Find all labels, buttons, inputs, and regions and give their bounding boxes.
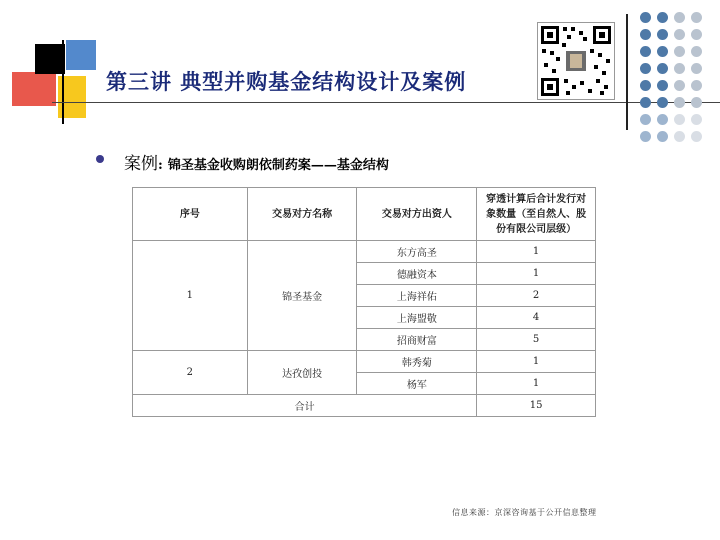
header-investor: 交易对方出资人 xyxy=(357,188,477,241)
deal-structure-table xyxy=(132,187,596,417)
group-index: 2 xyxy=(133,351,248,395)
table-header-row xyxy=(133,188,596,241)
decor-dot xyxy=(691,80,702,91)
title-underline xyxy=(52,102,720,103)
investor-name: 德融资本 xyxy=(357,263,477,285)
investor-count: 1 xyxy=(477,373,596,395)
investor-count: 5 xyxy=(477,329,596,351)
decor-dot xyxy=(640,46,651,57)
decor-dot xyxy=(691,29,702,40)
table-row xyxy=(133,241,596,263)
decor-dot xyxy=(640,131,651,142)
investor-count: 1 xyxy=(477,351,596,373)
group-index: 1 xyxy=(133,241,248,351)
investor-name: 东方高圣 xyxy=(357,241,477,263)
investor-name: 杨军 xyxy=(357,373,477,395)
decor-vertical-line-left xyxy=(62,40,64,124)
decor-dot xyxy=(674,46,685,57)
decor-dot xyxy=(657,97,668,108)
decor-dot xyxy=(640,29,651,40)
header-counterparty: 交易对方名称 xyxy=(247,188,357,241)
decor-blue-block xyxy=(66,40,96,70)
decor-dot xyxy=(657,131,668,142)
table-row xyxy=(133,351,596,373)
decor-black-block xyxy=(35,44,65,74)
decor-dot xyxy=(657,29,668,40)
decor-dot xyxy=(691,46,702,57)
case-separator: : xyxy=(158,158,163,173)
decor-dot xyxy=(657,114,668,125)
case-label: 案例 xyxy=(124,154,158,174)
total-value: 15 xyxy=(477,395,596,417)
decor-dot xyxy=(657,46,668,57)
decor-dot xyxy=(691,114,702,125)
decor-dot xyxy=(640,97,651,108)
decor-dot xyxy=(674,97,685,108)
slide-title: 第三讲 典型并购基金结构设计及案例 xyxy=(106,69,467,94)
case-heading xyxy=(124,149,389,174)
header-count: 穿透计算后合计发行对象数量（至自然人、股份有限公司层级） xyxy=(477,188,596,241)
decor-dot xyxy=(640,114,651,125)
investor-count: 1 xyxy=(477,263,596,285)
investor-name: 上海盟敬 xyxy=(357,307,477,329)
decor-dot xyxy=(691,131,702,142)
qr-code xyxy=(537,22,615,100)
decor-red-block xyxy=(12,72,56,106)
decor-dot xyxy=(640,80,651,91)
table-total-row xyxy=(133,395,596,417)
source-footnote: 信息来源：京深咨询基于公开信息整理 xyxy=(452,508,597,517)
investor-name: 韩秀菊 xyxy=(357,351,477,373)
group-counterparty: 锦圣基金 xyxy=(247,241,357,351)
bullet-icon xyxy=(96,155,104,163)
investor-count: 1 xyxy=(477,241,596,263)
decor-dot xyxy=(691,97,702,108)
decor-dot xyxy=(674,29,685,40)
decor-dot xyxy=(657,12,668,23)
investor-count: 4 xyxy=(477,307,596,329)
decor-dot xyxy=(691,63,702,74)
decor-dot xyxy=(691,12,702,23)
investor-count: 2 xyxy=(477,285,596,307)
decor-dot xyxy=(640,12,651,23)
investor-name: 招商财富 xyxy=(357,329,477,351)
decor-dot xyxy=(674,63,685,74)
total-label: 合计 xyxy=(133,395,477,417)
decor-dot xyxy=(640,63,651,74)
decor-dot xyxy=(657,80,668,91)
group-counterparty: 达孜创投 xyxy=(247,351,357,395)
decor-dot xyxy=(674,114,685,125)
case-text: 锦圣基金收购朗依制药案——基金结构 xyxy=(167,158,389,173)
investor-name: 上海祥佑 xyxy=(357,285,477,307)
decor-dot xyxy=(674,131,685,142)
header-index: 序号 xyxy=(133,188,248,241)
decor-dot xyxy=(674,80,685,91)
decor-dot xyxy=(657,63,668,74)
decor-vertical-line-right xyxy=(626,14,628,130)
decor-dot xyxy=(674,12,685,23)
